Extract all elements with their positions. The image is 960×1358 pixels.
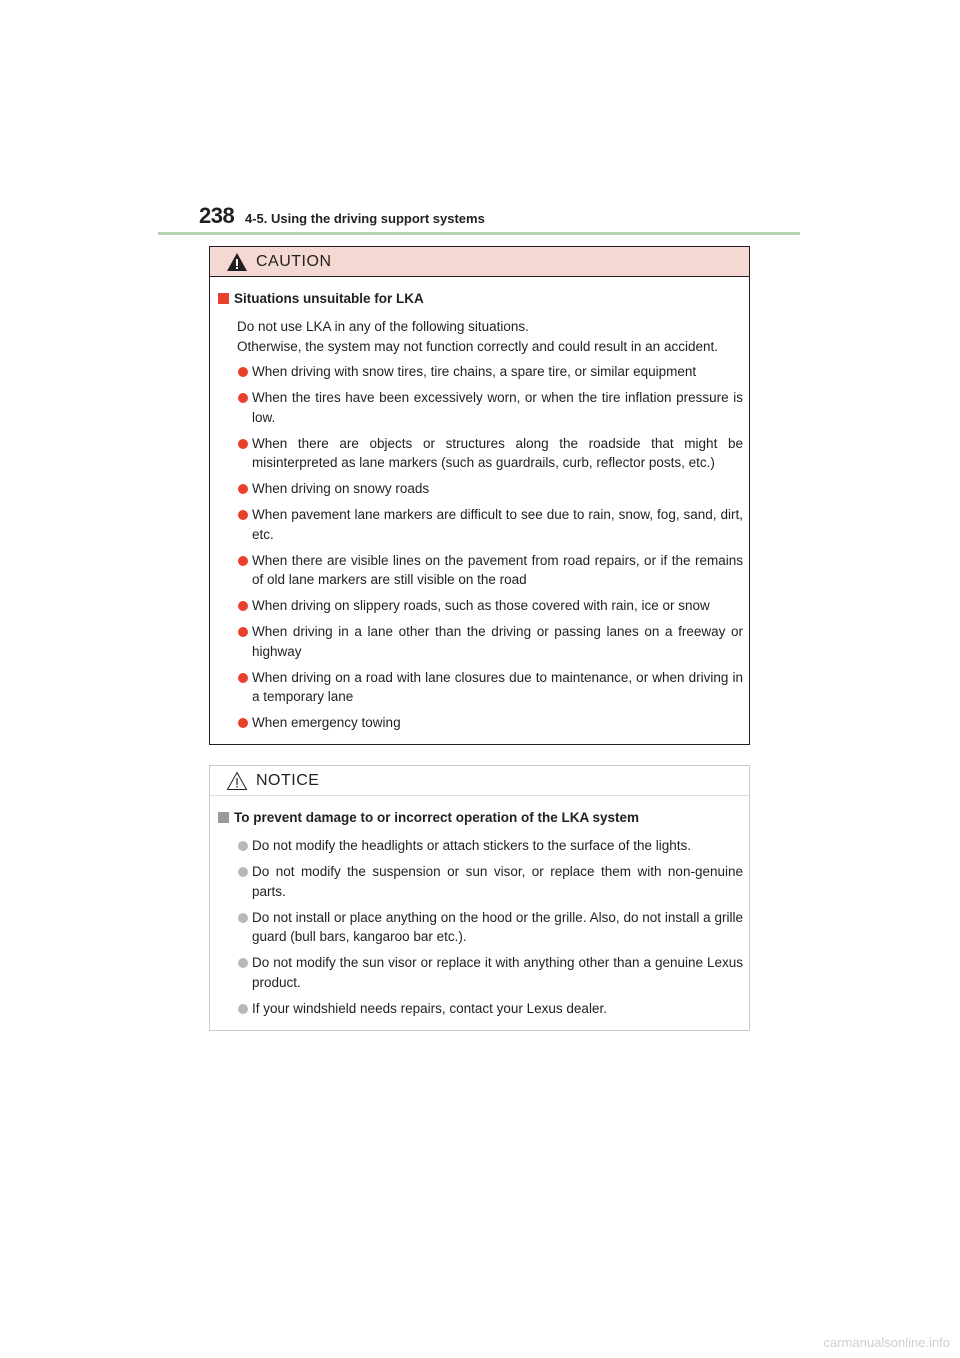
list-item-text: When driving on a road with lane closures due to maintenance, or when driving in a temporary lane <box>252 669 743 704</box>
square-bullet-icon <box>218 812 229 823</box>
round-bullet-icon <box>238 841 248 851</box>
notice-title: NOTICE <box>256 771 320 789</box>
list-item <box>238 908 743 947</box>
list-item-text: When there are visible lines on the pavement from road repairs, or if the remains of old lane markers are still visible on the road <box>252 552 743 587</box>
list-item-text: When there are objects or structures along the roadside that might be misinterpreted as lane markers (such as guardrails, curb, reflector posts, etc.) <box>252 435 743 470</box>
notice-triangle-icon <box>226 771 248 791</box>
round-bullet-icon <box>238 601 248 611</box>
list-item <box>238 596 743 616</box>
round-bullet-icon <box>238 510 248 520</box>
round-bullet-icon <box>238 718 248 728</box>
list-item <box>238 551 743 590</box>
square-bullet-icon <box>218 293 229 304</box>
list-item-text: When driving in a lane other than the driving or passing lanes on a freeway or highway <box>252 624 743 659</box>
list-item <box>238 434 743 473</box>
caution-list <box>218 362 743 733</box>
list-item-text: When emergency towing <box>252 715 401 730</box>
list-item <box>238 505 743 544</box>
round-bullet-icon <box>238 627 248 637</box>
list-item-text: If your windshield needs repairs, contact your Lexus dealer. <box>252 1000 607 1016</box>
list-item <box>238 479 743 499</box>
list-item-text: When the tires have been excessively worn, or when the tire inflation pressure is low. <box>252 390 743 425</box>
list-item <box>238 999 743 1019</box>
list-item-text: When driving on snowy roads <box>252 481 430 496</box>
round-bullet-icon <box>238 367 248 377</box>
list-item <box>238 362 743 382</box>
round-bullet-icon <box>238 1004 248 1014</box>
caution-title: CAUTION <box>256 252 332 270</box>
caution-intro <box>218 317 743 356</box>
list-item-text: Do not modify the sun visor or replace it with anything other than a genuine Lexus product. <box>252 955 743 990</box>
round-bullet-icon <box>238 673 248 683</box>
caution-intro-line: Otherwise, the system may not function correctly and could result in an accident. <box>237 338 718 354</box>
caution-intro-line: Do not use LKA in any of the following situations. <box>237 319 529 334</box>
list-item <box>238 713 743 733</box>
header-divider <box>158 232 800 235</box>
list-item <box>238 668 743 707</box>
warning-triangle-icon <box>226 252 248 272</box>
list-item <box>238 622 743 661</box>
list-item-text: When pavement lane markers are difficult to see due to rain, snow, fog, sand, dirt, etc. <box>252 507 743 542</box>
list-item-text: Do not modify the headlights or attach stickers to the surface of the lights. <box>252 838 691 853</box>
list-item <box>238 953 743 992</box>
notice-list <box>218 836 743 1018</box>
round-bullet-icon <box>238 958 248 968</box>
notice-header <box>210 766 749 796</box>
list-item-text: When driving on slippery roads, such as those covered with rain, ice or snow <box>252 598 710 613</box>
section-title: 4-5. Using the driving support systems <box>245 211 485 226</box>
list-item <box>238 388 743 427</box>
watermark: carmanualsonline.info <box>823 1335 950 1350</box>
caution-header <box>210 247 749 277</box>
round-bullet-icon <box>238 439 248 449</box>
round-bullet-icon <box>238 556 248 566</box>
list-item <box>238 836 743 856</box>
notice-box <box>209 765 750 1031</box>
list-item-text: Do not install or place anything on the hood or the grille. Also, do not install a grille guard (bull bars, kangaroo bar etc.). <box>252 909 743 944</box>
notice-heading <box>218 808 743 827</box>
notice-heading-text: To prevent damage to or incorrect operation of the LKA system <box>234 810 640 825</box>
list-item-text: Do not modify the suspension or sun visor, or replace them with non-genuine parts. <box>252 864 743 899</box>
caution-heading <box>218 289 743 308</box>
round-bullet-icon <box>238 393 248 403</box>
list-item <box>238 862 743 901</box>
round-bullet-icon <box>238 913 248 923</box>
caution-heading-text: Situations unsuitable for LKA <box>234 291 424 306</box>
page-number: 238 <box>199 203 235 228</box>
round-bullet-icon <box>238 484 248 494</box>
round-bullet-icon <box>238 867 248 877</box>
caution-box <box>209 246 750 745</box>
list-item-text: When driving with snow tires, tire chains, a spare tire, or similar equipment <box>252 364 697 379</box>
